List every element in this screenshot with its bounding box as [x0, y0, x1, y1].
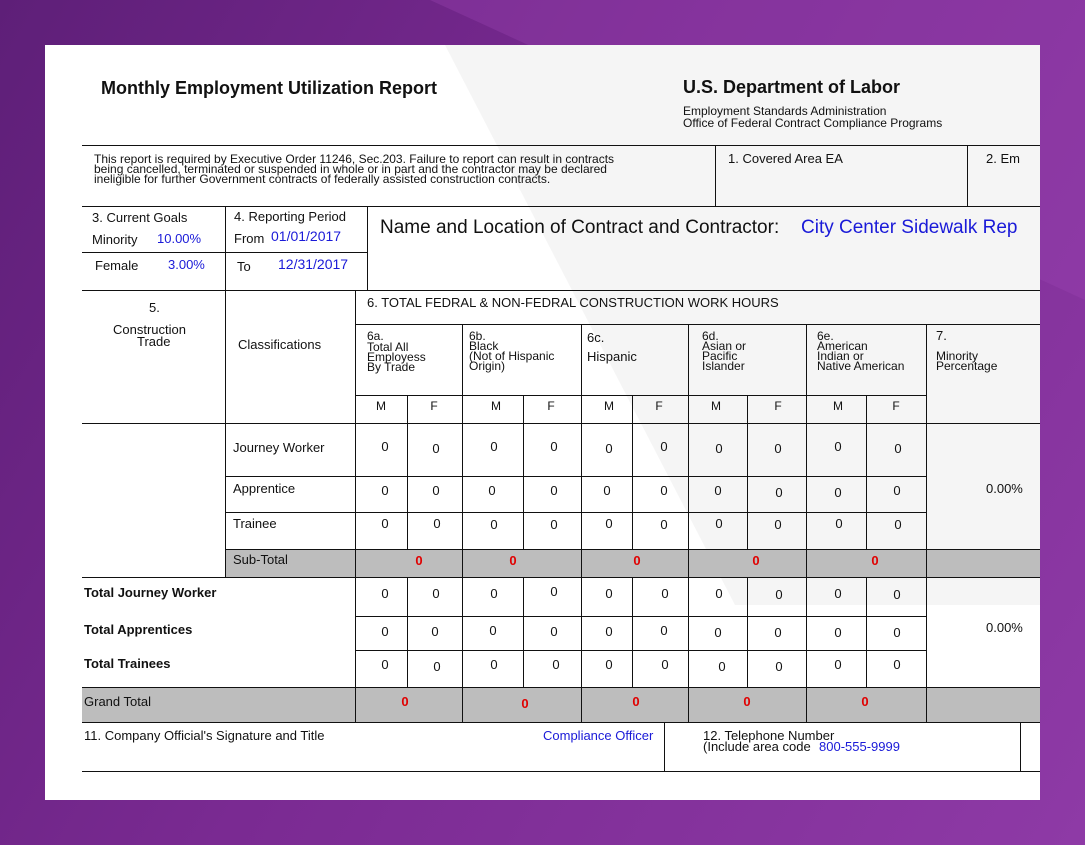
from-value: 01/01/2017	[271, 228, 342, 244]
cell-journey-6e-f: 0	[894, 441, 902, 456]
group-6e-line3: Indian or	[817, 349, 864, 363]
cell-apprentice-6a-m: 0	[381, 483, 389, 498]
cell-journey-6b-f: 0	[550, 439, 558, 454]
f-label-6a: F	[430, 399, 438, 413]
grand-total-6d: 0	[743, 694, 751, 709]
cell-total-apprentices-6d-m: 0	[714, 625, 722, 640]
row-total-journey-worker: Total Journey Worker	[84, 585, 217, 600]
notice-line1: This report is required by Executive Order 11246, Sec.203. Failure to report can result in contracts	[94, 152, 615, 166]
group-6e-line2: American	[817, 339, 868, 353]
cell-total-journey-6e-f: 0	[893, 587, 901, 602]
phone-label: 12. Telephone Number	[703, 728, 835, 743]
cell-journey-6c-f: 0	[660, 439, 668, 454]
cell-total-trainees-6d-f: 0	[775, 659, 783, 674]
m-label-6a: M	[376, 399, 386, 413]
cell-total-trainees-6a-f: 0	[433, 659, 441, 674]
f-label-6e: F	[892, 399, 900, 413]
cell-apprentice-6c-m: 0	[603, 483, 611, 498]
row-grand-total: Grand Total	[84, 694, 151, 709]
cell-journey-6d-f: 0	[774, 441, 782, 456]
cell-trainee-6e-f: 0	[894, 517, 902, 532]
f-label-6c: F	[655, 399, 663, 413]
row-apprentice: Apprentice	[233, 481, 296, 496]
group-6d-line2: Asian or	[702, 339, 747, 353]
female-value: 3.00%	[168, 257, 205, 272]
cell-apprentice-6d-m: 0	[714, 483, 722, 498]
f-label-6b: F	[547, 399, 555, 413]
covered-area-label: 1. Covered Area EA	[728, 151, 843, 166]
cell-trainee-6c-m: 0	[605, 516, 613, 531]
notice-line3: ineligible for further Government contracts of federally assisted construction contracts.	[94, 172, 551, 186]
group-6b-line4: Origin)	[469, 359, 506, 373]
trade-label-1: Construction	[113, 322, 186, 337]
report-document	[45, 45, 1040, 800]
trade-label-2: Trade	[137, 334, 171, 349]
group-6a-line3: Employess	[367, 350, 426, 364]
cell-total-journey-6e-m: 0	[834, 586, 842, 601]
cell-trainee-6b-f: 0	[550, 517, 558, 532]
grand-total-bar	[82, 687, 1040, 722]
classifications-label: Classifications	[238, 337, 322, 352]
cell-total-trainees-6c-m: 0	[605, 657, 613, 672]
cell-total-trainees-6a-m: 0	[381, 657, 389, 672]
report-title: Monthly Employment Utilization Report	[101, 78, 437, 98]
cell-total-trainees-6b-m: 0	[490, 657, 498, 672]
cell-total-trainees-6e-m: 0	[834, 657, 842, 672]
subtotal-6d: 0	[752, 553, 760, 568]
cell-trainee-6a-m: 0	[381, 516, 389, 531]
cell-total-journey-6d-f: 0	[775, 587, 783, 602]
group-6d-line1: 6d.	[702, 329, 719, 343]
minority-pct-2: 0.00%	[986, 620, 1023, 635]
minority-pct-1: 0.00%	[986, 481, 1023, 496]
contract-value: City Center Sidewalk Rep	[801, 217, 1018, 238]
cell-trainee-6d-f: 0	[774, 517, 782, 532]
cell-total-trainees-6e-f: 0	[893, 657, 901, 672]
group-6c-line1: 6c.	[587, 330, 605, 345]
group-6e-line1: 6e.	[817, 329, 834, 343]
m-label-6e: M	[833, 399, 843, 413]
cell-total-journey-6c-f: 0	[661, 586, 669, 601]
cell-apprentice-6d-f: 0	[775, 485, 783, 500]
signature-label: 11. Company Official's Signature and Title	[84, 728, 325, 743]
female-label: Female	[95, 258, 139, 273]
row-subtotal: Sub-Total	[233, 552, 288, 567]
cell-total-apprentices-6c-m: 0	[605, 624, 613, 639]
cell-total-trainees-6c-f: 0	[661, 657, 669, 672]
cell-total-journey-6d-m: 0	[715, 586, 723, 601]
group-6a-line4: By Trade	[367, 360, 416, 374]
cell-journey-6a-m: 0	[381, 439, 389, 454]
subtotal-6a: 0	[415, 553, 423, 568]
group-6a-line2: Total All	[367, 340, 409, 354]
group-6a-line1: 6a.	[367, 329, 384, 343]
cell-apprentice-6b-m: 0	[488, 483, 496, 498]
grand-total-6e: 0	[861, 694, 869, 709]
row-total-apprentices: Total Apprentices	[84, 622, 193, 637]
to-label: To	[237, 259, 251, 274]
cell-total-apprentices-6a-f: 0	[431, 624, 439, 639]
group-6d-line3: Pacific	[702, 349, 738, 363]
cell-total-apprentices-6b-m: 0	[489, 623, 497, 638]
phone-value: 800-555-9999	[819, 739, 900, 754]
grand-total-6a: 0	[401, 694, 409, 709]
phone-sub-label: (Include area code	[703, 739, 811, 754]
agency-sub2: Office of Federal Contract Compliance Programs	[683, 116, 943, 130]
trade-number: 5.	[149, 300, 160, 315]
minority-label: Minority	[92, 232, 138, 247]
cell-total-journey-6a-m: 0	[381, 586, 389, 601]
cell-total-journey-6a-f: 0	[432, 586, 440, 601]
signature-value: Compliance Officer	[543, 728, 654, 743]
cell-apprentice-6e-f: 0	[893, 483, 901, 498]
group-7-line3: Percentage	[936, 359, 998, 373]
agency-sub1: Employment Standards Administration	[683, 104, 887, 118]
cell-total-trainees-6d-m: 0	[718, 659, 726, 674]
cell-total-apprentices-6b-f: 0	[550, 624, 558, 639]
cell-total-apprentices-6c-f: 0	[660, 623, 668, 638]
group-7-line2: Minority	[936, 349, 979, 363]
cell-journey-6e-m: 0	[834, 439, 842, 454]
row-total-trainees: Total Trainees	[84, 656, 171, 671]
cell-trainee-6d-m: 0	[715, 516, 723, 531]
grand-total-6c: 0	[632, 694, 640, 709]
group-6b-line1: 6b.	[469, 329, 486, 343]
cell-journey-6c-m: 0	[605, 441, 613, 456]
group-6b-line3: (Not of Hispanic	[469, 349, 555, 363]
cell-total-journey-6b-m: 0	[490, 586, 498, 601]
work-hours-label: 6. TOTAL FEDRAL & NON-FEDRAL CONSTRUCTION WORK HOURS	[367, 295, 779, 310]
cell-total-apprentices-6e-m: 0	[834, 625, 842, 640]
cell-total-journey-6b-f: 0	[550, 584, 558, 599]
notice-line2: being cancelled, terminated or suspended in whole or in part and the contractor may be declared	[94, 162, 607, 176]
cell-total-apprentices-6d-f: 0	[774, 625, 782, 640]
m-label-6d: M	[711, 399, 721, 413]
row-trainee: Trainee	[233, 516, 277, 531]
m-label-6b: M	[491, 399, 501, 413]
cell-apprentice-6b-f: 0	[550, 483, 558, 498]
cell-trainee-6a-f: 0	[433, 516, 441, 531]
group-6e-line4: Native American	[817, 359, 905, 373]
subtotal-6c: 0	[633, 553, 641, 568]
cell-journey-6b-m: 0	[490, 439, 498, 454]
goals-label: 3. Current Goals	[92, 210, 188, 225]
cell-total-journey-6c-m: 0	[605, 586, 613, 601]
cell-total-apprentices-6a-m: 0	[381, 624, 389, 639]
cell-trainee-6c-f: 0	[660, 517, 668, 532]
field-2-label: 2. Em	[986, 151, 1020, 166]
agency-name: U.S. Department of Labor	[683, 77, 901, 97]
cell-apprentice-6e-m: 0	[834, 485, 842, 500]
m-label-6c: M	[604, 399, 614, 413]
subtotal-6e: 0	[871, 553, 879, 568]
from-label: From	[234, 231, 265, 246]
cell-total-apprentices-6e-f: 0	[893, 625, 901, 640]
cell-journey-6d-m: 0	[715, 441, 723, 456]
minority-value: 10.00%	[157, 231, 202, 246]
cell-journey-6a-f: 0	[432, 441, 440, 456]
group-7-line1: 7.	[936, 328, 947, 343]
f-label-6d: F	[774, 399, 782, 413]
subtotal-6b: 0	[509, 553, 517, 568]
grand-total-6b: 0	[521, 696, 529, 711]
cell-trainee-6e-m: 0	[835, 516, 843, 531]
cell-total-trainees-6b-f: 0	[552, 657, 560, 672]
to-value: 12/31/2017	[278, 256, 349, 272]
contract-label: Name and Location of Contract and Contractor:	[380, 217, 780, 238]
cell-apprentice-6c-f: 0	[660, 483, 668, 498]
group-6c-line2: Hispanic	[587, 349, 637, 364]
group-6d-line4: Islander	[702, 359, 745, 373]
group-6b-line2: Black	[469, 339, 499, 353]
period-label: 4. Reporting Period	[234, 209, 347, 224]
cell-trainee-6b-m: 0	[490, 517, 498, 532]
cell-apprentice-6a-f: 0	[432, 483, 440, 498]
row-journey-worker: Journey Worker	[233, 440, 325, 455]
